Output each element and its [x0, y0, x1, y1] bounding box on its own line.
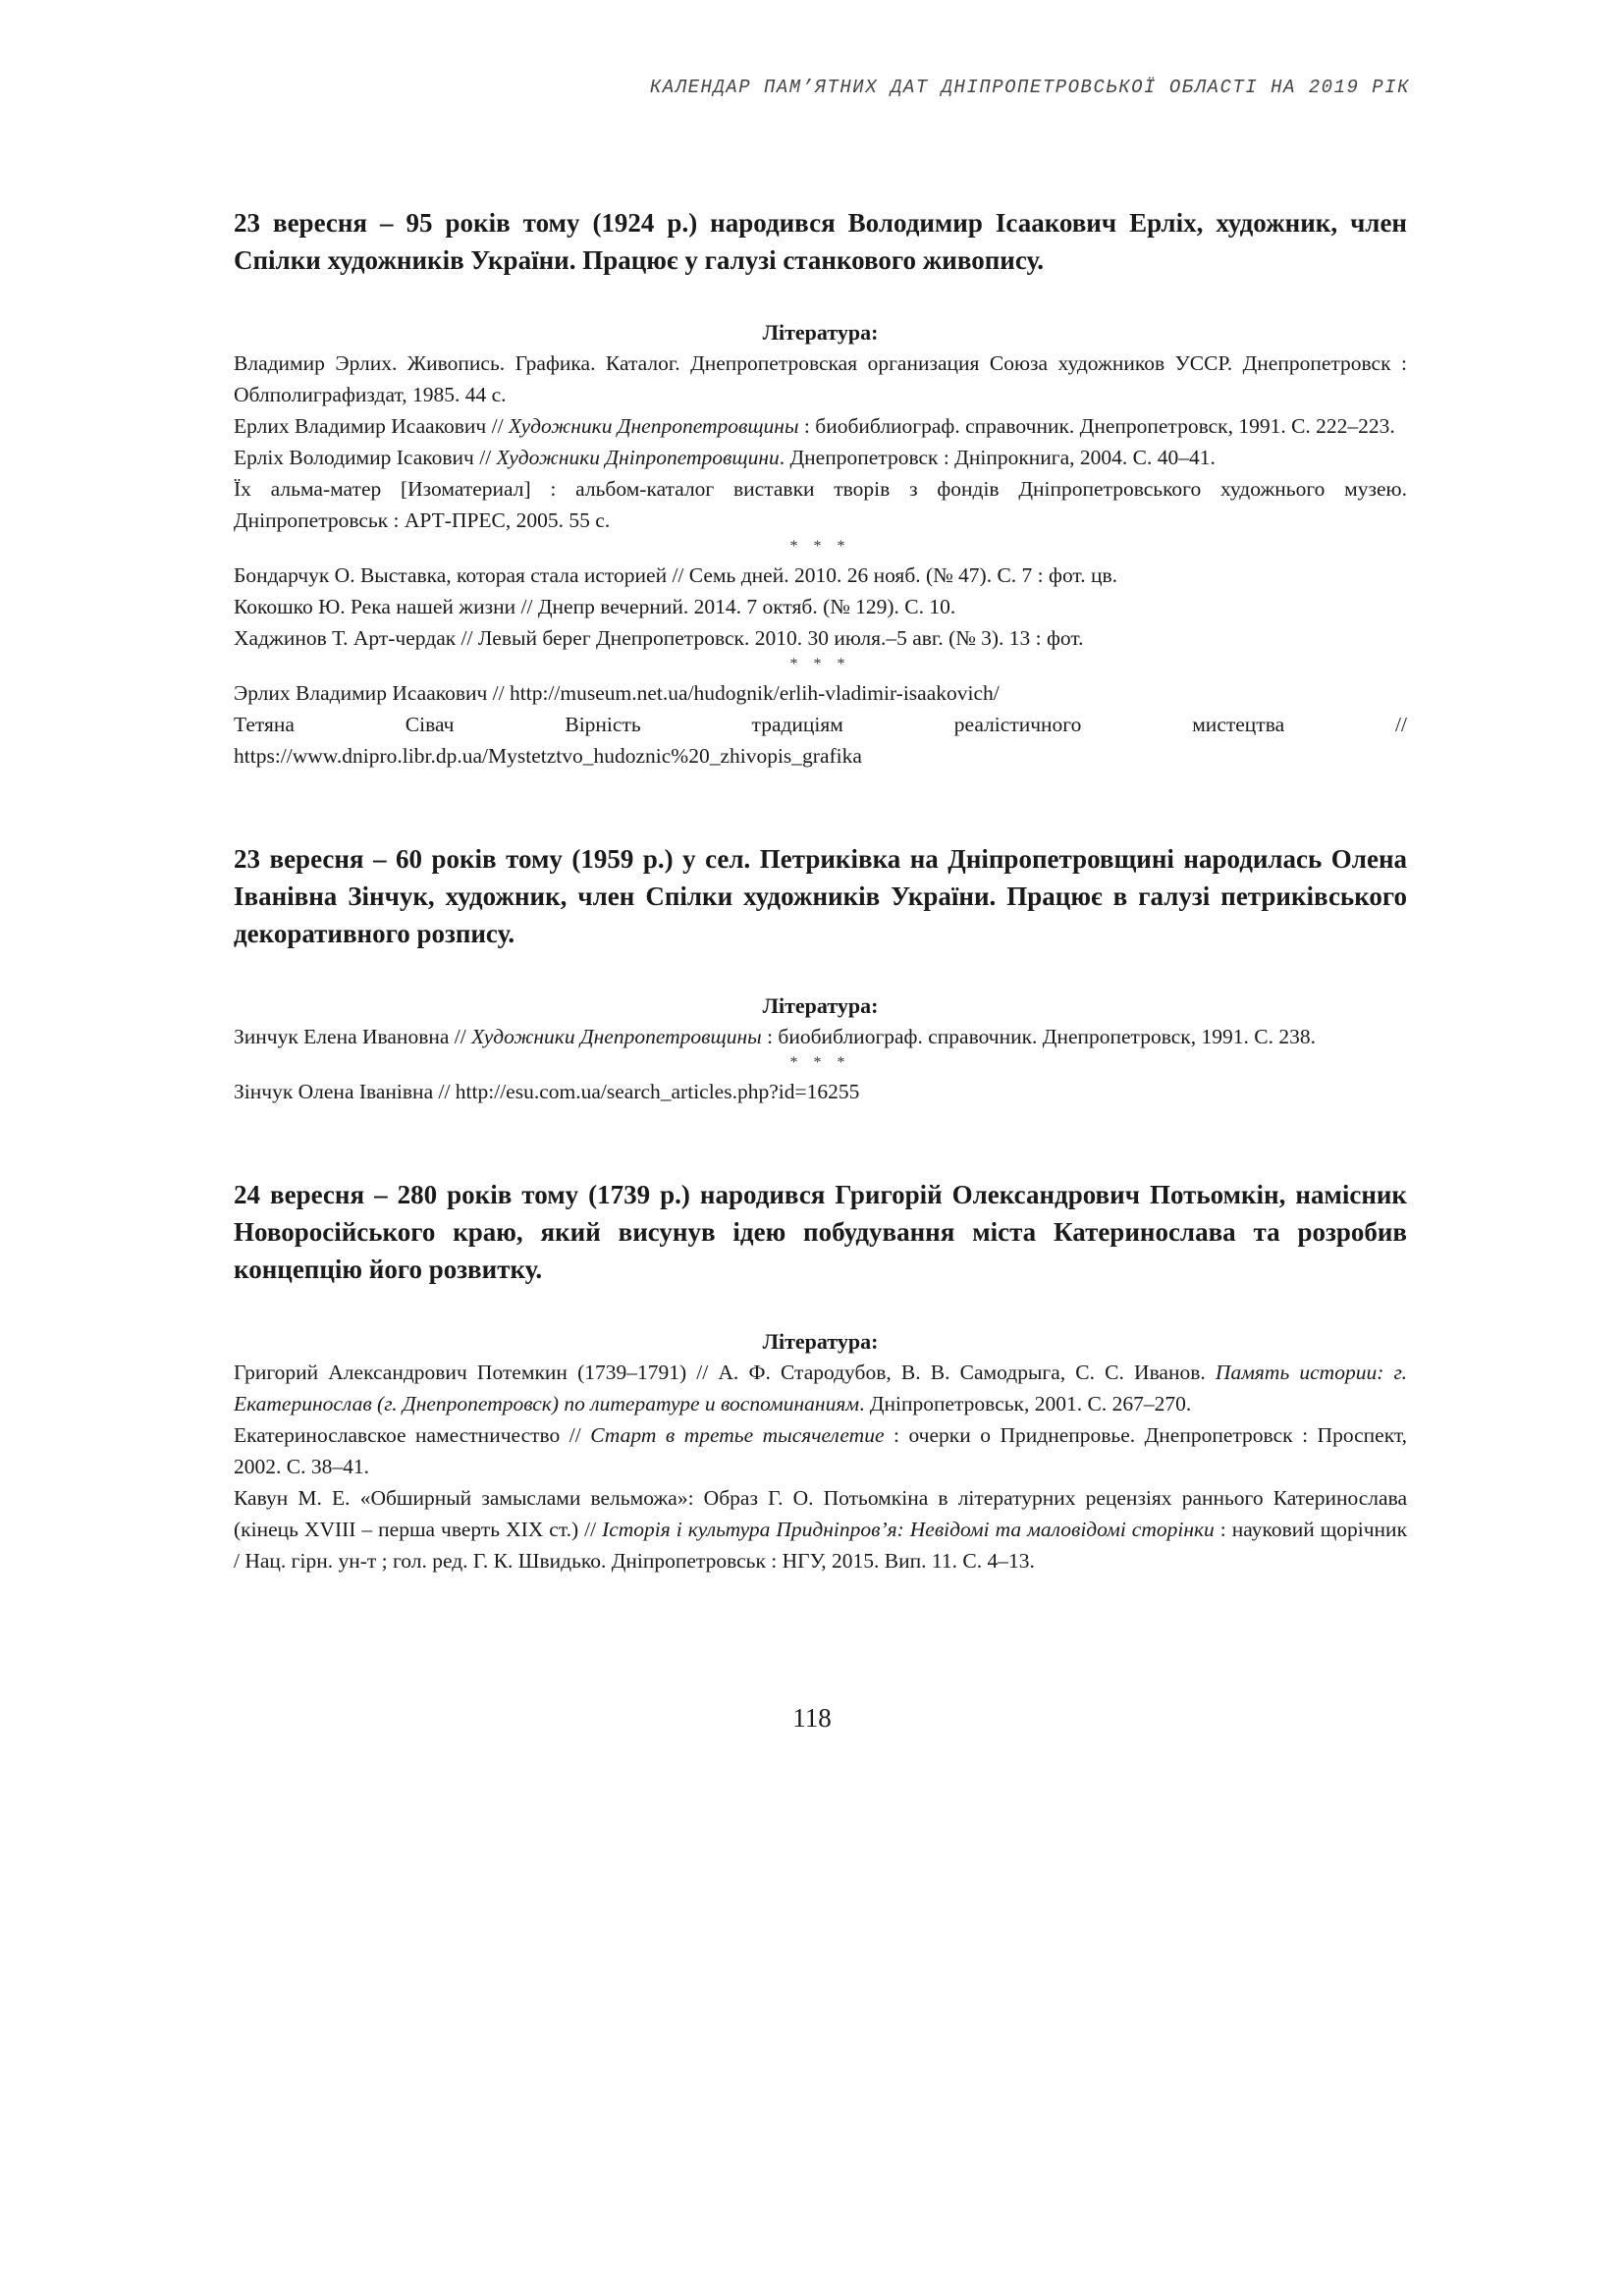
ref-word: традиціям: [751, 713, 843, 736]
entry-potemkin: [234, 1176, 1407, 1576]
ref-italic: Історія і культура Придніпров’я: Невідомі та маловідомі сторінки: [602, 1518, 1215, 1541]
ref-text: : биобиблиограф. справочник. Днепропетровск, 1991. С. 222–223.: [798, 414, 1395, 438]
page-number: 118: [792, 1703, 832, 1733]
reference-item: Бондарчук О. Выставка, которая стала историей // Семь дней. 2010. 26 нояб. (№ 47). С. 7 : фот. цв.: [234, 563, 1117, 587]
ref-word: реалістичного: [953, 713, 1082, 736]
literature-heading: Література:: [762, 320, 879, 345]
reference-item: [234, 709, 1407, 740]
ref-text: Кавун М. Е. «Обширный замыслами вельможа»: Образ Г. О. Потьомкіна в літературних рецензіях раннього Катеринослава (кінець XVIII – перша чверть XIX ст.) //: [234, 1486, 1407, 1541]
ref-word: Сівач: [405, 713, 455, 736]
reference-item: [234, 1357, 1407, 1419]
ref-word: мистецтва: [1192, 713, 1285, 736]
running-header: КАЛЕНДАР ПАМ’ЯТНИХ ДАТ ДНІПРОПЕТРОВСЬКОЇ ОБЛАСТІ НА 2019 РІК: [649, 77, 1410, 98]
ref-italic: Художники Дніпропетровщини: [496, 446, 780, 469]
reference-link[interactable]: Зінчук Олена Іванівна // http://esu.com.ua/search_articles.php?id=16255: [234, 1080, 860, 1103]
literature-heading: Література:: [762, 993, 879, 1018]
reference-item: [234, 410, 1407, 442]
literature-list: [234, 677, 1407, 772]
separator: * * *: [789, 656, 851, 672]
ref-word: Вірність: [565, 713, 641, 736]
ref-italic: Художники Днепропетровщины: [471, 1025, 762, 1048]
entry-zinchuk: [234, 840, 1407, 1107]
reference-link[interactable]: https://www.dnipro.libr.dp.ua/Mystetztvo_hudoznic%20_zhivopis_grafika: [234, 744, 862, 768]
separator: * * *: [789, 1054, 851, 1071]
literature-list: [234, 347, 1407, 536]
ref-italic: Память истории: г. Екатеринослав (г. Днепропетровск) по литературе и воспоминаниям: [234, 1361, 1407, 1415]
ref-word: Тетяна: [234, 713, 295, 736]
literature-heading: Література:: [762, 1329, 879, 1354]
literature-list: [234, 1021, 1407, 1052]
ref-text: . Днепропетровск : Дніпрокнига, 2004. С. 40–41.: [779, 446, 1216, 469]
reference-item: [234, 1021, 1407, 1052]
ref-text: Зинчук Елена Ивановна //: [234, 1025, 472, 1048]
separator: * * *: [789, 538, 851, 555]
ref-text: . Дніпропетровськ, 2001. С. 267–270.: [859, 1392, 1192, 1415]
reference-item: [234, 1419, 1407, 1482]
literature-list: [234, 1357, 1407, 1576]
ref-text: Ерліх Володимир Ісакович //: [234, 446, 497, 469]
ref-italic: Старт в третье тысячелетие: [590, 1423, 885, 1447]
ref-word: //: [1394, 713, 1407, 736]
ref-text: : науковий щорічник / Нац. гірн. ун-т ; гол. ред. Г. К. Швидько. Дніпропетровськ : НГУ, 2015. Вип. 11. С. 4–13.: [234, 1518, 1408, 1573]
entry-title: 24 вересня – 280 років тому (1739 р.) народився Григорій Олександрович Потьомкін, намісник Новоросійського краю, який висунув ідею побудування міста Катеринослава та розробив концепцію його розвитку.: [234, 1180, 1407, 1284]
ref-text: Екатеринославское наместничество //: [234, 1423, 591, 1447]
ref-text: : биобиблиограф. справочник. Днепропетровск, 1991. С. 238.: [761, 1025, 1316, 1048]
reference-item: [234, 1482, 1407, 1576]
ref-text: : очерки о Приднепровье. Днепропетровск : Проспект, 2002. С. 38–41.: [234, 1423, 1408, 1478]
ref-italic: Художники Днепропетровщины: [508, 414, 799, 438]
ref-text: Ерлих Владимир Исаакович //: [234, 414, 509, 438]
reference-item: Владимир Эрлих. Живопись. Графика. Каталог. Днепропетровская организация Союза художников УССР. Днепропетровск : Облполиграфиздат, 1985. 44 с.: [234, 351, 1407, 406]
page-content: [234, 204, 1407, 1645]
literature-list: [234, 1076, 1407, 1107]
entry-title: 23 вересня – 95 років тому (1924 р.) народився Володимир Ісаакович Ерліх, художник, член Спілки художників України. Працює у галузі станкового живопису.: [234, 208, 1407, 275]
reference-item: Їх альма-матер [Изоматериал] : альбом-каталог виставки творів з фондів Дніпропетровського художнього музею. Дніпропетровськ : АРТ-ПРЕС, 2005. 55 с.: [234, 477, 1407, 532]
reference-link[interactable]: Эрлих Владимир Исаакович // http://museum.net.ua/hudognik/erlih-vladimir-isaakovich/: [234, 681, 1000, 705]
literature-list: [234, 560, 1407, 654]
entry-erlikh: [234, 204, 1407, 772]
ref-text: Григорий Александрович Потемкин (1739–1791) // А. Ф. Стародубов, В. В. Самодрыга, С. С. Иванов.: [234, 1361, 1216, 1384]
entry-title: 23 вересня – 60 років тому (1959 р.) у сел. Петриківка на Дніпропетровщині народилась Олена Іванівна Зінчук, художник, член Спілки художників України. Працює в галузі петриківського декоративного розпису.: [234, 844, 1407, 948]
reference-item: Кокошко Ю. Река нашей жизни // Днепр вечерний. 2014. 7 октяб. (№ 129). С. 10.: [234, 595, 956, 618]
reference-item: [234, 442, 1407, 473]
reference-item: Хаджинов Т. Арт-чердак // Левый берег Днепропетровск. 2010. 30 июля.–5 авг. (№ 3). 13 : фот.: [234, 626, 1084, 650]
